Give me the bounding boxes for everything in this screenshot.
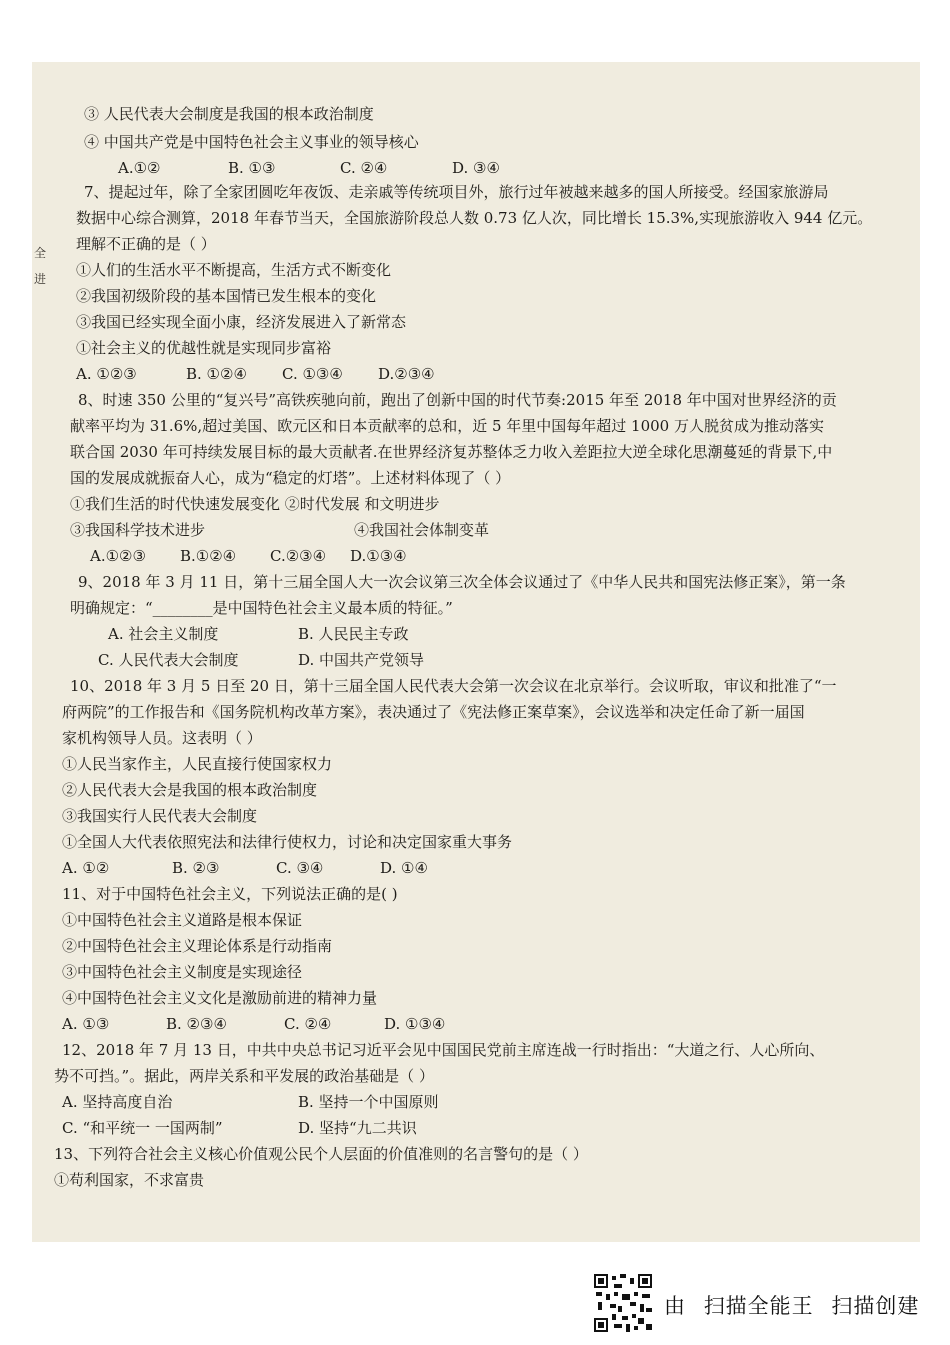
option-b: B. ②③	[172, 859, 220, 877]
text-line: ①全国人大代表依照宪法和法律行使权力，讨论和决定国家重大事务	[62, 833, 513, 851]
text-line: ④ 中国共产党是中国特色社会主义事业的领导核心	[84, 133, 419, 151]
scanned-page	[32, 62, 920, 1242]
text-line: 明确规定：“________是中国特色社会主义最本质的特征。”	[70, 599, 453, 617]
option-a: A. 社会主义制度	[108, 625, 219, 643]
option-d: D. ①③④	[384, 1015, 446, 1033]
text-line: 理解不正确的是（ ）	[76, 235, 216, 253]
question-13: 13、下列符合社会主义核心价值观公民个人层面的价值准则的名言警句的是（ ）	[54, 1145, 588, 1163]
text-line: ②中国特色社会主义理论体系是行动指南	[62, 937, 333, 955]
option-c: C.②③④	[270, 547, 327, 565]
option-d: D. ③④	[452, 159, 500, 177]
option-a: A. ①②③	[76, 365, 137, 383]
text-line: 数据中心综合测算，2018 年春节当天，全国旅游阶段总人数 0.73 亿人次，同比增长 15.3%,实现旅游收入 944 亿元。	[76, 209, 873, 227]
scanner-watermark	[594, 1272, 934, 1336]
option-b: B.①②④	[180, 547, 237, 565]
option-a: A.①②③	[90, 547, 146, 565]
question-10: 10、2018 年 3 月 5 日至 20 日，第十三届全国人民代表大会第一次会议在北京举行。会议听取，审议和批准了“一	[70, 677, 837, 695]
footer-by: 由	[664, 1294, 686, 1318]
option-c: C. ②④	[340, 159, 388, 177]
margin-mark: 全	[34, 246, 47, 260]
option-d: D.①③④	[350, 547, 407, 565]
text-line: 联合国 2030 年可持续发展目标的最大贡献者.在世界经济复苏整体乏力收入差距拉大逆全球化思潮蔓延的背景下,中	[70, 443, 833, 461]
text-line: ①社会主义的优越性就是实现同步富裕	[76, 339, 332, 357]
text-line: 府两院”的工作报告和《国务院机构改革方案》，表决通过了《宪法修正案草案》，会议选举和决定任命了新一届国	[62, 703, 805, 721]
text-line: ③ 人民代表大会制度是我国的根本政治制度	[84, 105, 374, 123]
item-4: ④我国社会体制变革	[354, 521, 490, 539]
option-d: D. 坚持“九二共识	[298, 1119, 417, 1137]
text-line: 家机构领导人员。这表明（ ）	[62, 729, 262, 747]
text-line: ①人们的生活水平不断提高，生活方式不断变化	[76, 261, 392, 279]
option-b: B. 人民民主专政	[298, 625, 409, 643]
text-line: 势不可挡。”。据此，两岸关系和平发展的政治基础是（ ）	[54, 1067, 434, 1085]
text-line: ③中国特色社会主义制度是实现途径	[62, 963, 303, 981]
text-line: ①人民当家作主，人民直接行使国家权力	[62, 755, 333, 773]
item-3: ③我国科学技术进步	[70, 521, 206, 539]
text-line: ③我国已经实现全面小康，经济发展进入了新常态	[76, 313, 407, 331]
option-c: C. ②④	[284, 1015, 332, 1033]
text-line: ②我国初级阶段的基本国情已发生根本的变化	[76, 287, 377, 305]
text-line: 献率平均为 31.6%,超过美国、欧元区和日本贡献率的总和，近 5 年里中国每年超过 1000 万人脱贫成为推动落实	[70, 417, 824, 435]
question-11: 11、对于中国特色社会主义，下列说法正确的是( )	[62, 885, 398, 903]
question-7: 7、提起过年，除了全家团圆吃年夜饭、走亲戚等传统项目外，旅行过年被越来越多的国人所接受。经国家旅游局	[84, 183, 829, 201]
footer-created: 扫描创建	[831, 1294, 920, 1318]
text-line: ①我们生活的时代快速发展变化 ②时代发展 和文明进步	[70, 495, 440, 513]
option-b: B. ①③	[228, 159, 276, 177]
option-b: B. 坚持一个中国原则	[298, 1093, 439, 1111]
question-8: 8、时速 350 公里的“复兴号”高铁疾驰向前，跑出了创新中国的时代节奏:2015 年至 2018 年中国对世界经济的贡	[78, 391, 837, 409]
text-line: 国的发展成就振奋人心，成为“稳定的灯塔”。上述材料体现了（ ）	[70, 469, 511, 487]
option-b: B. ①②④	[186, 365, 247, 383]
option-c: C. 人民代表大会制度	[98, 651, 239, 669]
text-line: ①苟利国家，不求富贵	[54, 1171, 205, 1189]
option-d: D.②③④	[378, 365, 435, 383]
option-a: A. ①③	[62, 1015, 110, 1033]
option-c: C. “和平统一 一国两制”	[62, 1119, 223, 1137]
text-line: ①中国特色社会主义道路是根本保证	[62, 911, 303, 929]
option-a: A.①②	[118, 159, 161, 177]
option-c: C. ①③④	[282, 365, 343, 383]
option-d: D. 中国共产党领导	[298, 651, 425, 669]
question-9: 9、2018 年 3 月 11 日，第十三届全国人大一次会议第三次全体会议通过了《中华人民共和国宪法修正案》，第一条	[78, 573, 846, 591]
option-a: A. 坚持高度自治	[62, 1093, 173, 1111]
text-line: ②人民代表大会是我国的根本政治制度	[62, 781, 318, 799]
margin-mark: 进	[34, 272, 47, 286]
option-c: C. ③④	[276, 859, 324, 877]
qr-code-icon	[594, 1274, 652, 1332]
text-line: ③我国实行人民代表大会制度	[62, 807, 258, 825]
text-line: ④中国特色社会主义文化是激励前进的精神力量	[62, 989, 378, 1007]
option-d: D. ①④	[380, 859, 428, 877]
option-b: B. ②③④	[166, 1015, 227, 1033]
footer-app-name: 扫描全能王	[703, 1294, 814, 1318]
question-12: 12、2018 年 7 月 13 日，中共中央总书记习近平会见中国国民党前主席连战一行时指出：“大道之行、人心所向、	[62, 1041, 825, 1059]
option-a: A. ①②	[62, 859, 110, 877]
